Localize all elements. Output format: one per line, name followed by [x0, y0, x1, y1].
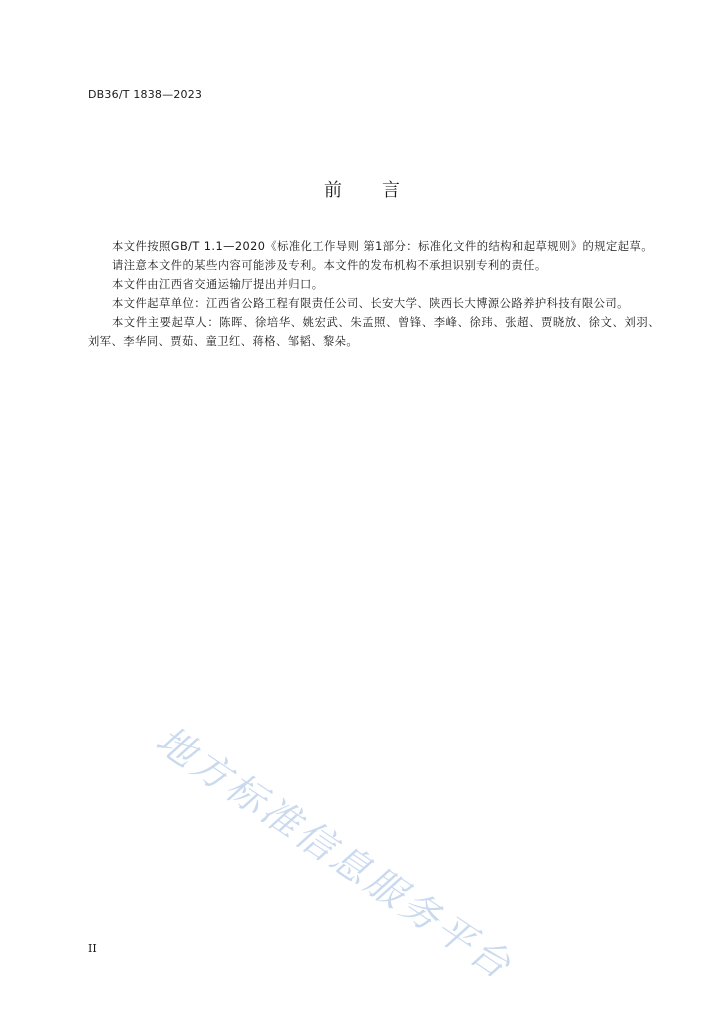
document-body	[88, 237, 660, 351]
paragraph-drafting-units: 本文件起草单位：江西省公路工程有限责任公司、长安大学、陕西长大博源公路养护科技有限公司。	[112, 297, 629, 310]
watermark: 地方标准信息服务平台	[148, 717, 522, 989]
paragraph-proposer: 本文件由江西省交通运输厅提出并归口。	[112, 278, 324, 291]
paragraph-drafters: 本文件主要起草人：陈晖、徐培华、姚宏武、朱孟照、曾锋、李峰、徐玮、张超、贾晓放、徐文、刘羽、刘军、李华同、贾茹、童卫红、蒋格、邹韬、黎朵。	[88, 316, 660, 348]
page-title: 前言	[324, 180, 440, 201]
page-number: II	[88, 942, 97, 955]
document-code: DB36/T 1838—2023	[88, 88, 203, 101]
paragraph-drafting-rules: 本文件按照GB/T 1.1—2020《标准化工作导则 第1部分：标准化文件的结构和起草规则》的规定起草。	[112, 240, 653, 253]
paragraph-patent-notice: 请注意本文件的某些内容可能涉及专利。本文件的发布机构不承担识别专利的责任。	[112, 259, 547, 272]
